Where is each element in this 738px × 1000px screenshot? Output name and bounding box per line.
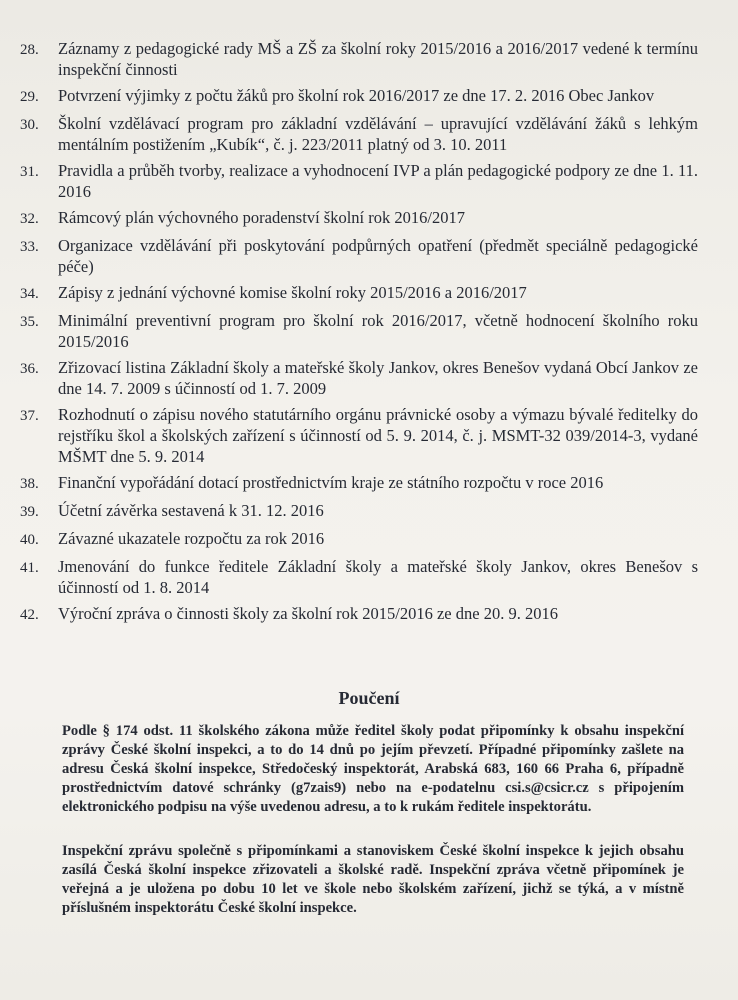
item-number: 30. bbox=[20, 117, 39, 133]
list-item bbox=[0, 603, 738, 626]
item-text: Organizace vzdělávání při poskytování podpůrných opatření (předmět speciálně pedagogické péče) bbox=[58, 236, 698, 276]
list-item bbox=[0, 528, 738, 551]
item-number: 31. bbox=[20, 164, 39, 180]
item-text: Závazné ukazatele rozpočtu za rok 2016 bbox=[58, 529, 325, 548]
document-list bbox=[0, 38, 738, 631]
item-number: 36. bbox=[20, 361, 39, 377]
item-number: 28. bbox=[20, 42, 39, 58]
list-item bbox=[0, 310, 738, 352]
item-text: Zápisy z jednání výchovné komise školní roky 2015/2016 a 2016/2017 bbox=[58, 283, 527, 302]
list-item bbox=[0, 207, 738, 230]
item-text: Zřizovací listina Základní školy a mateřské školy Jankov, okres Benešov vydaná Obcí Jankov ze dne 14. 7. 2009 s účinností od 1. 7. 2009 bbox=[58, 358, 698, 398]
item-number: 33. bbox=[20, 239, 39, 255]
item-number: 34. bbox=[20, 286, 39, 302]
notice-paragraph-2: Inspekční zprávu společně s připomínkami a stanoviskem České školní inspekce k jejich obsahu zasílá Česká školní inspekce zřizovateli a školské radě. Inspekční zpráva včetně připomínek je veřejná a je uložena po dobu 10 let ve škole nebo školském zařízení, jichž se týká, a v místně příslušném inspektorátu České školní inspekce. bbox=[62, 843, 684, 916]
item-number: 35. bbox=[20, 314, 39, 330]
list-item bbox=[0, 472, 738, 495]
item-number: 39. bbox=[20, 504, 39, 520]
item-number: 37. bbox=[20, 408, 39, 424]
list-item bbox=[0, 235, 738, 277]
list-item bbox=[0, 113, 738, 155]
item-text: Minimální preventivní program pro školní rok 2016/2017, včetně hodnocení školního roku 2015/2016 bbox=[58, 311, 698, 351]
item-text: Finanční vypořádání dotací prostřednictvím kraje ze státního rozpočtu v roce 2016 bbox=[58, 473, 604, 492]
item-number: 38. bbox=[20, 476, 39, 492]
item-number: 32. bbox=[20, 211, 39, 227]
item-text: Výroční zpráva o činnosti školy za školní rok 2015/2016 ze dne 20. 9. 2016 bbox=[58, 604, 558, 623]
list-item bbox=[0, 85, 738, 108]
list-item bbox=[0, 357, 738, 399]
item-text: Školní vzdělávací program pro základní vzdělávání – upravující vzdělávání žáků s lehkým mentálním postižením „Kubík“, č. j. 223/2011 platný od 3. 10. 2011 bbox=[58, 114, 698, 154]
item-text: Potvrzení výjimky z počtu žáků pro školní rok 2016/2017 ze dne 17. 2. 2016 Obec Jankov bbox=[58, 86, 655, 105]
item-number: 41. bbox=[20, 560, 39, 576]
list-item bbox=[0, 282, 738, 305]
list-item bbox=[0, 38, 738, 80]
item-text: Rozhodnutí o zápisu nového statutárního orgánu právnické osoby a výmazu bývalé ředitelky do rejstříku škol a školských zařízení s účinností od 5. 9. 2014, č. j. MSMT-32 039/2014-3, vydané MŠMT dne 5. 9. 2014 bbox=[58, 405, 698, 466]
list-item bbox=[0, 500, 738, 523]
item-text: Jmenování do funkce ředitele Základní školy a mateřské školy Jankov, okres Benešov s účinností od 1. 8. 2014 bbox=[58, 557, 698, 597]
item-number: 40. bbox=[20, 532, 39, 548]
item-number: 42. bbox=[20, 607, 39, 623]
item-text: Záznamy z pedagogické rady MŠ a ZŠ za školní roky 2015/2016 a 2016/2017 vedené k termínu inspekční činnosti bbox=[58, 39, 698, 79]
item-number: 29. bbox=[20, 89, 39, 105]
notice-paragraph-1: Podle § 174 odst. 11 školského zákona může ředitel školy podat připomínky k obsahu inspekční zprávy České školní inspekci, a to do 14 dnů po jejím převzetí. Případné připomínky zašlete na adresu Česká školní inspekce, Středočeský inspektorát, Arabská 683, 160 66 Praha 6, případně prostřednictvím datové schránky (g7zais9) nebo na e-podatelnu csi.s@csicr.cz s připojením elektronického podpisu na výše uvedenou adresu, a to k rukám ředitele inspektorátu. bbox=[62, 723, 684, 815]
section-heading: Poučení bbox=[338, 688, 400, 708]
item-text: Rámcový plán výchovného poradenství školní rok 2016/2017 bbox=[58, 208, 465, 227]
item-text: Pravidla a průběh tvorby, realizace a vyhodnocení IVP a plán pedagogické podpory ze dne 1. 11. 2016 bbox=[58, 161, 698, 201]
list-item bbox=[0, 556, 738, 598]
list-item bbox=[0, 404, 738, 467]
list-item bbox=[0, 160, 738, 202]
item-text: Účetní závěrka sestavená k 31. 12. 2016 bbox=[58, 501, 324, 520]
